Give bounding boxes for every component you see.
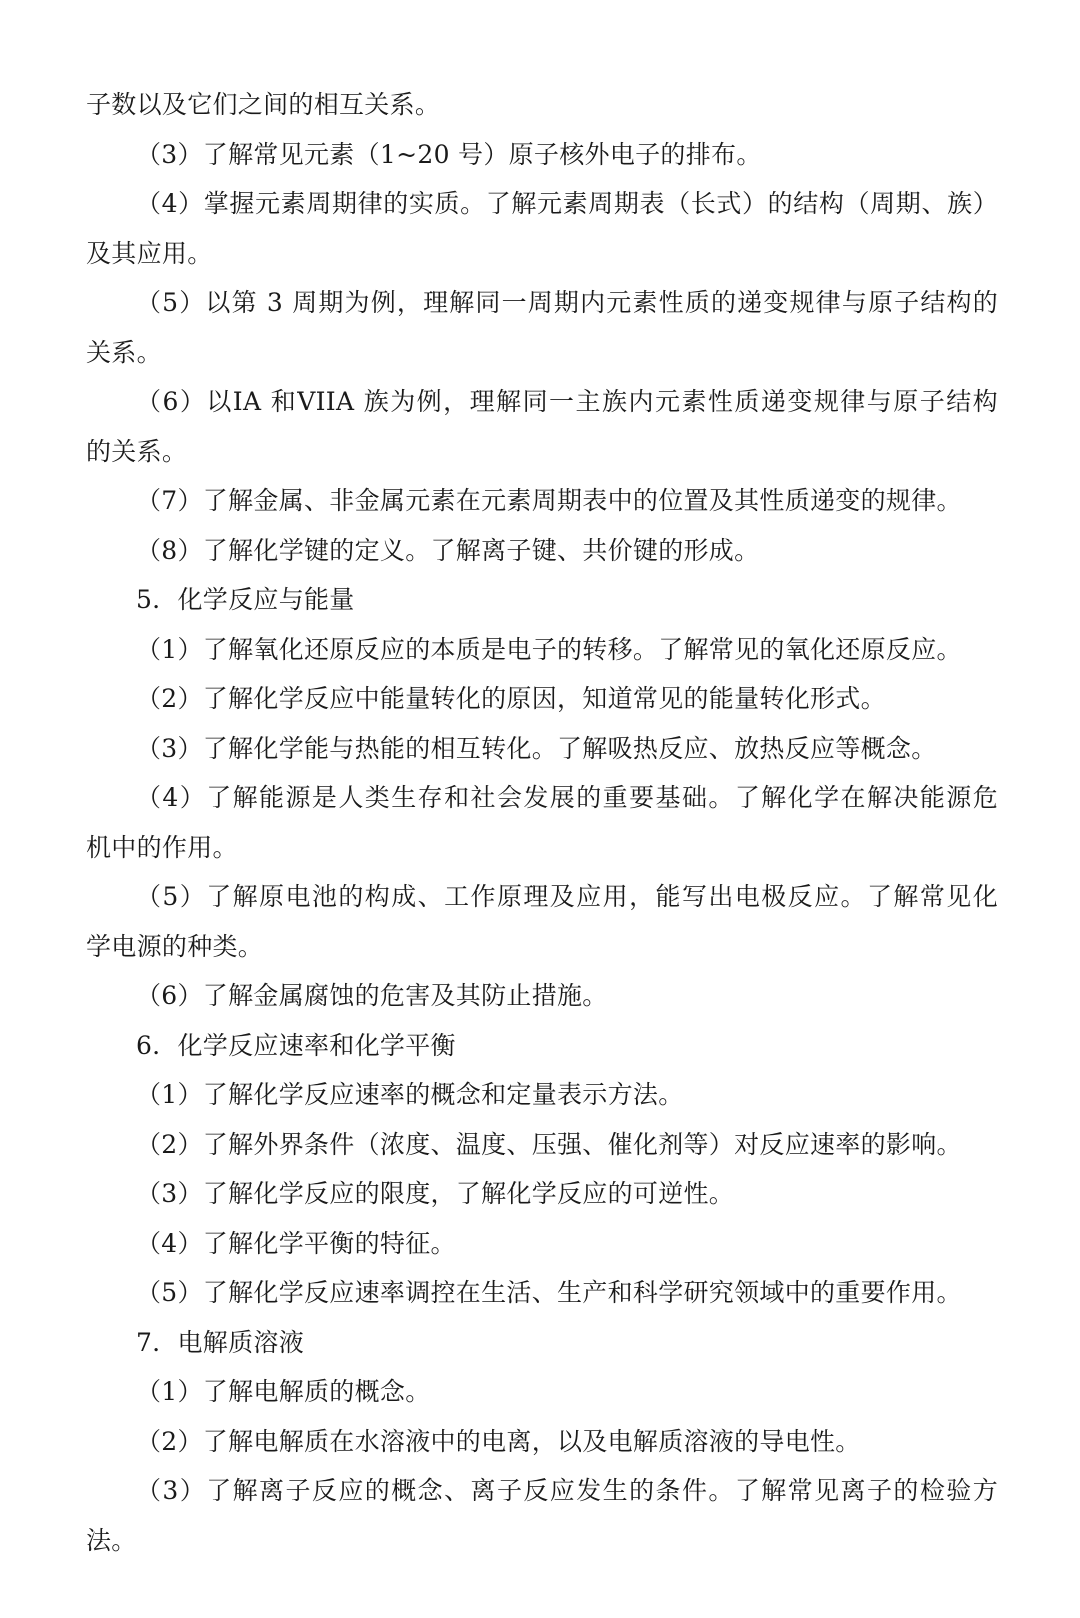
text-line: 关系。 — [86, 337, 162, 367]
text-line: （4）了解化学平衡的特征。 — [136, 1228, 456, 1258]
text-line: （4）掌握元素周期律的实质。了解元素周期表（长式）的结构（周期、族） — [136, 189, 998, 218]
text-line: （3）了解化学能与热能的相互转化。了解吸热反应、放热反应等概念。 — [136, 733, 937, 763]
text-line: 5．化学反应与能量 — [136, 585, 355, 614]
text-line: （8）了解化学键的定义。了解离子键、共价键的形成。 — [136, 535, 760, 565]
text-line: （2）了解外界条件（浓度、温度、压强、催化剂等）对反应速率的影响。 — [136, 1129, 962, 1159]
text-line: （3）了解常见元素（1~20 号）原子核外电子的排布。 — [136, 139, 762, 169]
text-line: （6）以IA 和VIIA 族为例，理解同一主族内元素性质递变规律与原子结构 — [136, 387, 998, 416]
text-line: 学电源的种类。 — [86, 931, 264, 961]
text-line: （1）了解化学反应速率的概念和定量表示方法。 — [136, 1080, 684, 1109]
text-line: 子数以及它们之间的相互关系。 — [86, 90, 441, 119]
text-line: 及其应用。 — [86, 238, 213, 268]
text-line: 的关系。 — [86, 436, 188, 466]
text-line: （5）以第 3 周期为例，理解同一周期内元素性质的递变规律与原子结构的 — [136, 288, 998, 317]
text-line: （3）了解化学反应的限度，了解化学反应的可逆性。 — [136, 1179, 735, 1208]
text-line: （5）了解原电池的构成、工作原理及应用，能写出电极反应。了解常见化 — [136, 882, 998, 911]
text-line: （1）了解电解质的概念。 — [136, 1377, 431, 1406]
text-line: （3）了解离子反应的概念、离子反应发生的条件。了解常见离子的检验方 — [136, 1476, 998, 1505]
document-body — [86, 80, 998, 1565]
text-line: （2）了解化学反应中能量转化的原因，知道常见的能量转化形式。 — [136, 684, 886, 713]
text-line: 7．电解质溶液 — [136, 1327, 305, 1357]
text-line: （4）了解能源是人类生存和社会发展的重要基础。了解化学在解决能源危 — [136, 783, 998, 812]
text-line: （2）了解电解质在水溶液中的电离，以及电解质溶液的导电性。 — [136, 1426, 861, 1456]
text-line: （1）了解氧化还原反应的本质是电子的转移。了解常见的氧化还原反应。 — [136, 634, 962, 664]
text-line: 法。 — [86, 1525, 137, 1555]
text-line: 机中的作用。 — [86, 832, 238, 862]
text-line: （6）了解金属腐蚀的危害及其防止措施。 — [136, 981, 608, 1010]
text-line: （5）了解化学反应速率调控在生活、生产和科学研究领域中的重要作用。 — [136, 1278, 962, 1307]
text-line: 6．化学反应速率和化学平衡 — [136, 1030, 456, 1060]
text-line: （7）了解金属、非金属元素在元素周期表中的位置及其性质递变的规律。 — [136, 486, 962, 515]
